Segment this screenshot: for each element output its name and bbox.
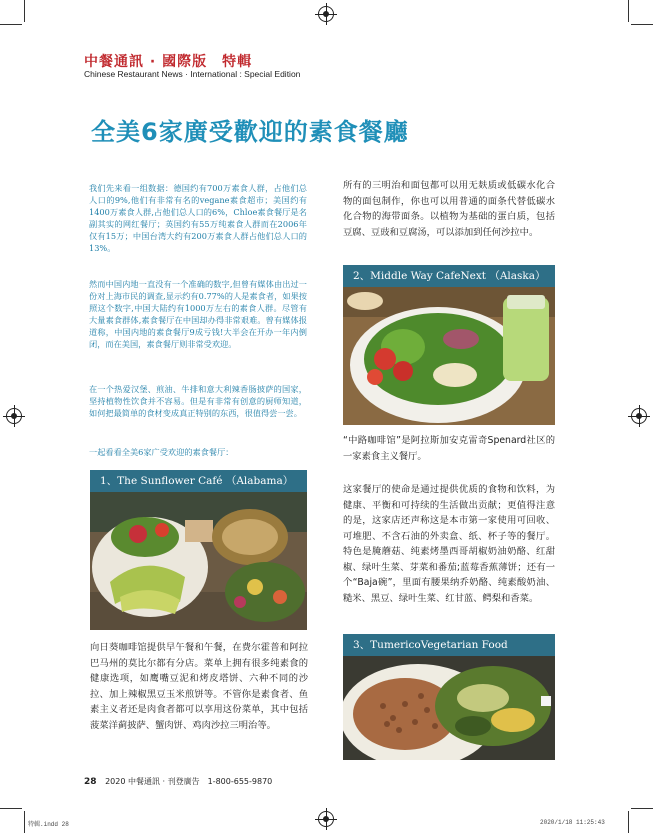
intro-paragraph-4: 一起看看全美6家广受欢迎的素食餐厅： <box>89 447 234 457</box>
intro-paragraph-1: 我们先来看一组数据：德国约有700万素食人群，占他们总人口的9%,他们有非常有名的vegane素食超市；美国约有1400万素食人群,占他们总人口的6%，Chloe素食餐厅是名副其实的网红餐厅；英国约有55万纯素食人群而在2006年仅有15万；中国台湾大约有200万素食人群占他们总人口的13%。 <box>89 183 307 253</box>
registration-mark-icon <box>318 6 334 22</box>
crop-mark <box>631 24 653 25</box>
section-heading: 2、Middle Way CafeNext （Alaska） <box>343 265 555 287</box>
section-header-cn: 中餐通訊 · 國際版 特輯 <box>84 54 253 70</box>
food-photo <box>90 492 307 630</box>
food-photo <box>343 656 555 760</box>
section-1-body: 向日葵咖啡馆提供早午餐和午餐，在费尔霍普和阿拉巴马州的莫比尔都有分店。菜单上拥有很多纯素食的健康选项，如鹰嘴豆泥和烤皮塔饼、六种不同的沙拉、加上辣椒黑豆玉米煎饼等。不管你是素食者、鱼素主义者还是肉食者都可以享用这份菜单，其中包括菠菜洋蓟披萨、蟹肉饼、鸡肉沙拉三明治等。 <box>90 642 308 731</box>
crop-mark <box>0 808 22 809</box>
crop-mark <box>24 0 25 22</box>
crop-mark <box>628 0 629 22</box>
page-title: 全美6家廣受歡迎的素食餐廳 <box>91 118 409 146</box>
timestamp-slug: 2020/1/18 11:25:43 <box>540 819 605 826</box>
crop-mark <box>628 811 629 833</box>
crop-mark <box>24 811 25 833</box>
registration-mark-icon <box>318 811 334 827</box>
page-footer <box>84 776 272 787</box>
crop-mark <box>0 24 22 25</box>
intro-paragraph-2: 然而中国内地一直没有一个准确的数字,但曾有媒体由出过一份对上海市民的调查,显示约有0.77%的人是素食者，如果按照这个数字,中国大陆约有1000万左右的素食人群。尽管有大量素食群体,素食餐厅在中国却办得非常艰难。曾有媒体报道称，中国内地的素食餐厅9成亏钱!大半会在开办一年内倒闭，而在美国，素食餐厅则非常受欢迎。 <box>89 279 307 349</box>
crop-mark <box>631 808 653 809</box>
photo-caption: “中路咖啡馆”是阿拉斯加安克雷奇Spenard社区的一家素食主义餐厅。 <box>343 435 555 462</box>
footer-text: 2020 中餐通訊 · 刊登廣告 1-800-655-9870 <box>105 777 273 786</box>
registration-mark-icon <box>631 408 647 424</box>
column-2-top-text: 所有的三明治和面包都可以用无麸质或低碳水化合物的面包制作，你也可以用普通的面条代替低碳水化合物的海带面条。以植物为基础的蛋白质，包括豆腐、豆豉和豆腐汤，可以添加到任何沙拉中。 <box>343 180 555 238</box>
intro-paragraph-3: 在一个热爱汉堡、煎油、牛排和意大利辣香肠披萨的国家，坚持植物性饮食并不容易。但是有非常有创意的厨师知道，如何把最简单的食材变成真正特别的东西，很值得尝一尝。 <box>89 384 307 418</box>
section-heading: 1、The Sunflower Café （Alabama） <box>90 470 307 492</box>
food-photo <box>343 287 555 425</box>
section-heading: 3、TumericoVegetarian Food <box>343 634 555 656</box>
section-header-en: Chinese Restaurant News · International : Special Edition <box>84 69 301 79</box>
page-number: 28 <box>84 777 97 787</box>
file-slug: 特輯.indd 28 <box>28 821 69 828</box>
section-2-body: 这家餐厅的使命是通过提供优质的食物和饮料，为健康、平衡和可持续的生活做出贡献；更值得注意的是，这家店还声称这是本市第一家使用可回收、可堆肥、不含石油的外卖盒、纸、杯子等的餐厅。特色是腌蘑菇、纯素烤墨西哥胡椒奶油奶酪、红甜椒、绿叶生菜、芽菜和番茄;蓝莓香蕉薄饼；还有一个“Baja碗”，里面有腰果纳乔奶酪、纯素酸奶油、糙米、黑豆、绿叶生菜、红甘蓝、鳄梨和香菜。 <box>343 484 555 604</box>
registration-mark-icon <box>6 408 22 424</box>
